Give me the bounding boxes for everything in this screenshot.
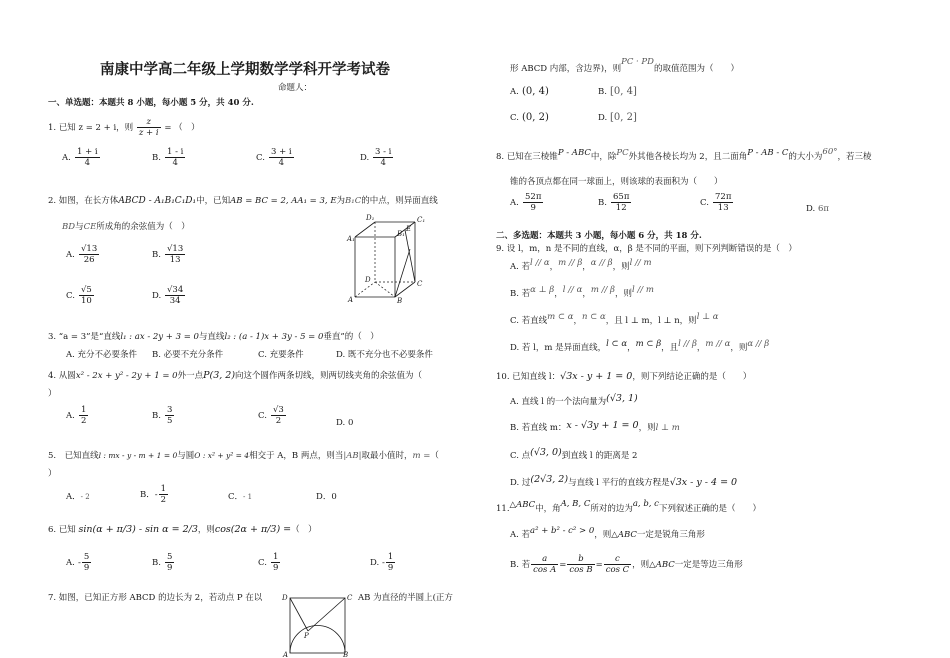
q6-text-a: 6. 已知: [48, 525, 76, 535]
q2-line2: [62, 222, 190, 233]
q4-a-num: 1: [81, 405, 87, 415]
q7-d-val: [0, 2]: [610, 112, 637, 123]
q9-b-c2: l // α: [562, 285, 583, 295]
q1-option-b[interactable]: B. $\frac{1 - i}{4}$: [152, 147, 184, 168]
q1-a-den: 4: [84, 158, 91, 168]
q6-d-neg: -: [382, 558, 385, 568]
q5-a-label: A．: [66, 492, 81, 502]
q11-abc: A, B, C: [560, 499, 591, 509]
q11-b-f2d: cos B: [569, 565, 593, 575]
label-sq-d: D: [282, 594, 288, 602]
q1-frac-num: z: [137, 117, 161, 128]
q4-option-b[interactable]: B. $\frac{3}{5}$: [152, 405, 173, 426]
q2-a-den: 26: [83, 255, 95, 265]
q9-b-c3: m // β: [590, 285, 615, 295]
q6-b-den: 9: [167, 563, 173, 573]
q10-b-post: ，则: [638, 423, 656, 433]
q5-text-c: 相交于 A，B 两点，则当: [249, 451, 344, 461]
q9-d-c1: l ⊂ α: [606, 339, 628, 349]
q9-b-c1: α ⊥ β: [530, 285, 555, 295]
q9-option-c[interactable]: C. 若直线m ⊂ α，n ⊂ α，且 l ⊥ m，l ⊥ n，则l ⊥ α: [510, 312, 719, 326]
q3-l2: l₂ : (a - 1)x + 3y - 5 = 0: [224, 332, 324, 342]
label-a: A: [348, 296, 354, 304]
q8-c-den: 13: [717, 203, 729, 213]
q11-option-b[interactable]: B. 若 $\frac{a}{\text{cos A}}$ = $\frac{b}{\text{cos B}}$ = $\frac{c}{\text{cos C}}$ ，则△ABC一定是等边三角形: [510, 554, 743, 575]
q9-option-b[interactable]: B. 若α ⊥ β，l // α，m // β，则l // m: [510, 285, 654, 299]
q6-b-num: 5: [167, 552, 173, 562]
q7-option-a[interactable]: A. (0, 4): [510, 86, 549, 97]
q8-d-val: 6π: [818, 204, 829, 214]
q1-stem-a: 1. 已知 z = 2 + i，则: [48, 123, 134, 133]
q4-stem: [48, 370, 422, 382]
q2-text-c: 为: [336, 196, 346, 206]
q5-close: ）: [48, 469, 57, 479]
q1-frac-den: z + i: [138, 128, 159, 138]
q2-text-a: 2. 如图，在长方体: [48, 196, 119, 206]
q11-text-a: 11.: [496, 504, 510, 514]
q7-option-c[interactable]: C. (0, 2): [510, 112, 549, 123]
q6-expr: sin(α + π/3) - sin α = 2/3: [78, 524, 198, 535]
q4-close: ）: [48, 389, 57, 399]
q2-bd: BD: [62, 222, 76, 232]
q10-a-vec: (√3, 1): [606, 393, 638, 404]
q8-deg: 60°: [822, 147, 838, 157]
q2-option-a[interactable]: A. $\frac{√13}{26}$: [66, 244, 98, 265]
q4-b-den: 5: [167, 416, 173, 426]
q7-stem-a: 7. 如图，已知正方形 ABCD 的边长为 2，若动点 P 在以: [48, 593, 263, 603]
q11-text-d: 下列叙述正确的是（ ）: [658, 504, 761, 514]
q2-b-den: 13: [169, 255, 181, 265]
q5-b-den: 2: [160, 495, 167, 505]
q5-b-label: B．: [140, 490, 155, 500]
square-semicircle-figure: [280, 590, 353, 658]
label-sq-b: B: [343, 651, 349, 658]
q8-a-num: 52π: [525, 192, 542, 202]
q8-line2: 锥的各顶点都在同一球面上，则该球的表面积为（ ）: [510, 177, 723, 187]
q6-text-b: ，则: [197, 525, 215, 535]
q9-option-d[interactable]: D. 若 l，m 是异面直线，l ⊂ α，m ⊂ β，且l // β，m // α，则α // β: [510, 339, 770, 353]
q6-d-num: 1: [387, 552, 394, 562]
q2-a-num: √13: [81, 244, 98, 254]
label-sq-c: C: [347, 594, 353, 602]
label-d1: D₁: [366, 214, 375, 222]
q9-d-res: α // β: [747, 339, 770, 349]
q5-option-d[interactable]: D．0: [316, 492, 337, 502]
label-c1: C₁: [417, 216, 426, 224]
q2-d-num: √34: [167, 285, 184, 295]
q4-d-val: 0: [348, 418, 354, 428]
q6-option-c[interactable]: C. $\frac{1}{9}$: [258, 552, 279, 573]
q4-option-a[interactable]: A. $\frac{1}{2}$: [66, 405, 87, 426]
q2-c-den: 10: [81, 296, 92, 306]
q10-d-eq: √3x - y - 4 = 0: [669, 477, 738, 488]
q6-c-den: 9: [273, 563, 279, 573]
q11-text-c: 所对的边为: [590, 504, 633, 514]
q2-b1c: B₁C: [345, 196, 362, 206]
q9-c-c1: m ⊂ α: [547, 312, 574, 322]
q7-option-d[interactable]: D. [0, 2]: [598, 112, 637, 123]
q10-stem: [496, 371, 751, 383]
q9-c-pre: C. 若直线: [510, 316, 548, 326]
q4-c-num: √3: [273, 405, 284, 415]
q6-d-den: 9: [387, 563, 394, 573]
q8-option-b[interactable]: B. $\frac{65\pi}{12}$: [598, 192, 630, 213]
q9-d-post: ，则: [730, 343, 748, 353]
q1-stem: [48, 117, 200, 138]
q8-text-d: 的大小为: [788, 152, 823, 162]
q6-a-num: 5: [83, 552, 90, 562]
q1-b-num: 1 - i: [167, 147, 184, 157]
q2-option-c[interactable]: C. $\frac{√5}{10}$: [66, 285, 92, 306]
q6-c-num: 1: [273, 552, 279, 562]
q3-option-d[interactable]: D. 既不充分也不必要条件: [336, 350, 433, 360]
q1-option-d[interactable]: D. $\frac{3 - i}{4}$: [360, 147, 392, 168]
q5-option-a[interactable]: [66, 492, 90, 503]
q2-d-den: 34: [169, 296, 181, 306]
q7-stem-b: AB 为直径的半圆上(正方: [358, 593, 453, 603]
q4-b-num: 3: [167, 405, 173, 415]
q6-a-neg: -: [78, 558, 81, 568]
q2-c-num: √5: [81, 285, 92, 295]
q10-option-c[interactable]: [510, 447, 638, 462]
q8-b-den: 12: [615, 203, 627, 213]
q2-text-b: 中，已知: [196, 196, 231, 206]
label-sq-a: A: [283, 651, 289, 658]
q9-a-pre: A. 若: [510, 262, 531, 272]
q7-cont-b: 的取值范围为（ ）: [653, 64, 739, 74]
q8-option-c[interactable]: C. $\frac{72\pi}{13}$: [700, 192, 732, 213]
q11-a-ineq: a² + b² - c² > 0: [530, 526, 595, 536]
q6-option-d[interactable]: D. - $\frac{1}{9}$: [370, 552, 394, 573]
q4-circle: x² - 2x + y² - 2y + 1 = 0: [75, 371, 178, 381]
q8-text-a: 8. 已知在三棱锥: [496, 152, 558, 162]
q1-option-a[interactable]: A. $\frac{1 + i}{4}$: [62, 147, 98, 168]
q9-a-c3: α // β: [590, 258, 613, 268]
q11-stem: [496, 499, 761, 515]
label-b1: B₁: [397, 230, 405, 238]
q8-b-num: 65π: [613, 192, 630, 202]
label-c: C: [417, 280, 423, 288]
q10-d-pre: D. 过: [510, 478, 531, 488]
q9-d-c2: m ⊂ β: [635, 339, 662, 349]
q4-option-d[interactable]: D. 0: [336, 418, 354, 428]
q7-cont-a: 形 ABCD 内部，含边界)，则: [510, 64, 622, 74]
q10-d-pt: (2√3, 2): [530, 474, 569, 485]
q9-d-c4: m // α: [705, 339, 731, 349]
q8-text-e: ，若三棱: [837, 152, 872, 162]
q11-b-f3d: cos C: [605, 565, 630, 575]
q10-option-d[interactable]: [510, 474, 738, 489]
q2-b-num: √13: [167, 244, 184, 254]
q3-text-c: 垂直”的（ ）: [323, 332, 379, 342]
q7-b-val: [0, 4]: [610, 86, 637, 97]
q9-stem: 9. 设 l，m，n 是不同的直线，α，β 是不同的平面，则下列判断错误的是（ ）: [496, 244, 797, 254]
q8-stem: [496, 147, 872, 163]
q3-stem: [48, 332, 379, 343]
q3-option-c[interactable]: C. 充要条件: [258, 350, 304, 360]
q9-d-c3: l // β: [678, 339, 697, 349]
label-sq-p: P: [304, 632, 309, 640]
label-e: E: [406, 225, 412, 233]
q10-c-pt: (√3, 0): [530, 447, 562, 458]
q9-a-post: ，则: [612, 262, 630, 272]
q7-a-val: (0, 4): [522, 86, 549, 97]
q2-text-d: 的中点，则异面直线: [361, 196, 438, 206]
q11-a-post: ，则: [594, 530, 612, 540]
q7-option-b[interactable]: B. [0, 4]: [598, 86, 637, 97]
q3-option-b[interactable]: B. 必要不充分条件: [152, 350, 224, 360]
q1-stem-b: = （ ）: [164, 123, 200, 133]
q1-d-den: 4: [380, 158, 386, 168]
q9-c-mid: ，且 l ⊥ m，l ⊥ n，则: [605, 316, 697, 326]
label-a1: A₁: [347, 235, 355, 243]
q6-a-den: 9: [83, 563, 90, 573]
q1-a-num: 1 + i: [77, 147, 98, 157]
q8-c-num: 72π: [715, 192, 732, 202]
q11-text-b: 中，角: [535, 504, 561, 514]
q6-option-a[interactable]: A. - $\frac{5}{9}$: [66, 552, 90, 573]
cuboid-figure: [340, 212, 440, 307]
q2-condition: AB = BC = 2, AA₁ = 3, E: [230, 196, 337, 206]
q10-c-pre: C. 点: [510, 451, 531, 461]
q5-option-c[interactable]: [228, 492, 252, 503]
q5-text-e: （: [430, 451, 439, 461]
q6-close: （ ）: [291, 525, 317, 535]
q4-c-den: 2: [275, 416, 282, 426]
q10-b-eq: x - √3y + 1 = 0: [566, 420, 639, 431]
q9-c-c2: n ⊂ α: [581, 312, 606, 322]
q5-text-b: 与圆: [177, 451, 195, 461]
q10-stem-eq: √3x - y + 1 = 0: [560, 371, 633, 382]
q8-option-a[interactable]: A. $\frac{52\pi}{9}$: [510, 192, 542, 213]
q11-b-res: 一定是等边三角形: [674, 560, 743, 570]
q5-b-num: 1: [160, 484, 167, 494]
q4-a-den: 2: [81, 416, 87, 426]
paper-title: 南康中学高二年级上学期数学学科开学考试卷: [100, 62, 390, 78]
q11-a-res: 一定是锐角三角形: [636, 530, 705, 540]
section-multi-choice: 二、多选题：本题共 3 小题，每小题 6 分，共 18 分.: [496, 231, 702, 241]
q6-stem: [48, 524, 317, 536]
q2-yu: 与: [75, 222, 84, 232]
q7-cont: [510, 57, 739, 75]
section-single-choice: 一、单选题：本题共 8 小题，每小题 5 分，共 40 分.: [48, 98, 254, 108]
q9-c-res: l ⊥ α: [696, 312, 719, 322]
q8-pc: PC: [616, 148, 629, 158]
q11-b-f2n: b: [567, 554, 594, 565]
q1-c-num: 3 + i: [271, 147, 292, 157]
q2-text-line2: 所成角的余弦值为（ ）: [96, 222, 190, 232]
q5-m: m =: [412, 451, 431, 461]
q8-text-c: 外其他各棱长均为 2，且二面角: [628, 152, 748, 162]
q11-option-a[interactable]: [510, 526, 705, 541]
q5-a-val: - 2: [80, 493, 90, 501]
q9-b-post: ，则: [614, 289, 632, 299]
q10-stem-a: 10. 已知直线 l：: [496, 372, 561, 382]
q2-box: ABCD - A₁B₁C₁D₁: [118, 196, 197, 206]
q8-a-den: 9: [530, 203, 536, 213]
q11-b-post: ，则: [632, 560, 650, 570]
q8-option-d[interactable]: D. 6π: [806, 204, 829, 214]
q6-option-b[interactable]: B. $\frac{5}{9}$: [152, 552, 173, 573]
q4-text-a: 4. 从圆: [48, 371, 76, 381]
q2-line1: [48, 196, 438, 207]
q11-sides: a, b, c: [632, 499, 659, 509]
label-d: D: [365, 276, 371, 284]
q6-ask: cos(2α + π/3) =: [214, 524, 292, 535]
q1-d-num: 3 - i: [375, 147, 392, 157]
q7-c-val: (0, 2): [522, 112, 549, 123]
proposer: 命题人：: [278, 83, 313, 93]
q9-a-c2: m // β: [558, 258, 583, 268]
q11-a-pre: A. 若: [510, 530, 531, 540]
q3-l1: l₁ : ax - 2y + 3 = 0: [120, 332, 199, 342]
q10-stem-b: ，则下列结论正确的是（ ）: [632, 372, 752, 382]
q4-text-b: 外一点: [177, 371, 204, 381]
q8-pabc: P - ABC: [557, 148, 591, 158]
q10-option-b[interactable]: [510, 422, 680, 434]
q1-fraction: [137, 117, 161, 138]
q9-a-c1: l // α: [530, 258, 550, 268]
q9-b-pre: B. 若: [510, 289, 531, 299]
q10-a-pre: A. 直线 l 的一个法向量为: [510, 397, 607, 407]
q7-expr: PC · PD: [621, 57, 654, 67]
label-b: B: [397, 297, 403, 305]
q11-b-f1n: a: [531, 554, 558, 565]
q10-b-res: l ⊥ m: [655, 423, 680, 433]
q11-b-f1d: cos A: [533, 565, 557, 575]
q5-line: l : mx - y - m + 1 = 0: [98, 451, 178, 460]
q11-b-pre: B. 若: [510, 560, 531, 570]
q11-b-tri: △ABC: [649, 560, 675, 570]
q2-option-d[interactable]: D. $\frac{√34}{34}$: [152, 285, 184, 306]
q5-b-neg: -: [154, 490, 158, 500]
q5-option-b[interactable]: [140, 484, 169, 505]
q9-b-res: l // m: [631, 285, 654, 295]
q5-stem: [48, 450, 439, 462]
q2-ce: CE: [83, 222, 97, 232]
q9-a-res: l // m: [629, 258, 652, 268]
q5-text-d: 取最小值时，: [361, 451, 413, 461]
q10-option-a[interactable]: [510, 393, 638, 408]
q9-option-a[interactable]: A. 若l // α，m // β，α // β，则l // m: [510, 258, 652, 272]
q1-b-den: 4: [172, 158, 178, 168]
q9-d-pre: D. 若 l，m 是异面直线，: [510, 343, 607, 353]
q10-c-post: 到直线 l 的距离是 2: [561, 451, 638, 461]
q4-point: P(3, 2): [203, 370, 236, 381]
q3-text-b: 与直线: [198, 332, 225, 342]
q5-circle: O : x² + y² = 4: [194, 451, 250, 460]
q10-d-mid: 与直线 l 平行的直线方程是: [568, 478, 670, 488]
q5-text-a: 5. 已知直线: [48, 451, 99, 461]
q3-text-a: 3. “a = 3”是“直线: [48, 332, 121, 342]
q5-c-val: - 1: [243, 493, 253, 501]
q1-option-c[interactable]: C. $\frac{3 + i}{4}$: [256, 147, 292, 168]
q10-b-pre: B. 若直线 m：: [510, 423, 567, 433]
q11-b-f3n: c: [604, 554, 631, 565]
q5-ab: |AB|: [343, 451, 362, 461]
q11-tri: △ABC: [509, 500, 536, 510]
q11-a-tri: △ABC: [611, 530, 637, 540]
q5-c-label: C．: [228, 492, 244, 502]
q4-option-c[interactable]: C. $\frac{√3}{2}$: [258, 405, 284, 426]
q2-option-b[interactable]: B. $\frac{√13}{13}$: [152, 244, 184, 265]
q4-text-c: 向这个圆作两条切线，则两切线夹角的余弦值为（: [235, 371, 423, 381]
q8-angle: P - AB - C: [747, 148, 789, 158]
q3-option-a[interactable]: A. 充分不必要条件: [66, 350, 138, 360]
q8-text-b: 中，除: [590, 152, 617, 162]
q9-d-mid: ，且: [661, 343, 679, 353]
q1-c-den: 4: [278, 158, 285, 168]
